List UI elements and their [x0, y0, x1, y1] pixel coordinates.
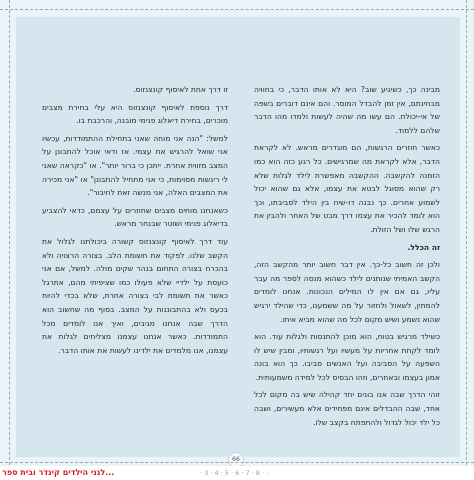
paragraph: דרך נוספת לאיסוף קונצנזוס היא עלי בחירת מצבים מוכרים, בחירת דיאלוג פנימי מובנה, והרכבת בו.: [42, 102, 228, 126]
trim-line-right: [466, 0, 467, 480]
paragraph: כשאנחנו מוחים מצבים שחוזרים על עצמם, כדאי להצביע בדיאלוג פנימי ושוטר שבנחר מראש.: [42, 205, 228, 229]
paragraph: זוהי הדרך שבה אנו בונים יחד קהילה שיש בה מקום לכל אחד, שבה ההבדלים אינם מפחידים אלא מעשירים, ושבה כל ילד יכול לגדול ולהתפתח בקצב שלו.: [254, 390, 440, 427]
page-paper: [16, 17, 460, 457]
text-column-left: [42, 83, 228, 361]
paragraph: עוד דרך לאיסוף קונצנזוס קשורה ביכולתנו לגלול את הקשב שלנו. לפקוד את תשומת הלב. בצורה הרצויה ולא בהכרח בצורה התחום בנהר שקים מולה. למשל, אם אני כועסת על ילדיי שלא פעולו כמו שציפיתי מהם, אתרגל כאשר את תשומת לבי בצורה אחרת, שלא בכדי להיות בכעס ולא בהתבוננות על המצב. בסוף מה שחשוב הוא הדרך שבה אנחנו מגיבים, ואיך אנו לומדים מכל התמודדות. כאשר אנחנו עצמנו מצליחים לגלות את עצמנו, אנו מלמדים את ילדינו לעשות את אותו הדבר.: [42, 236, 228, 355]
paragraph: מבינה כך, כשיגיע שוב? היא לא אותו הדבר, כי בחוויה מבחינתם, אין זמן להבדל המוסר. והם אינם דוברים בשפה של אי-יכולת. הם עשו מה שהיה לעשות ולמדו מהו הדבר שלהם ללמוד.: [254, 85, 440, 135]
paragraph: ולכן זה חשוב כל-כך. אין דבר חשוב יותר מהקשב הזה, הקשב האמיתי שנותנים לילד כשהוא מנסה לספר מה עבר עליו, גם אם אין לו המילים הנכונות. אנחנו לומדים להמתין, לשאול ולחזור על מה ששמענו, כדי שהילד ירגיש שהוא נשמע ושיש מקום לכל מה שהוא מביא איתו.: [254, 260, 440, 324]
bold-line: זה הכלל.: [407, 242, 440, 252]
trim-line-bottom: [0, 462, 474, 463]
text-column-right: [254, 83, 440, 433]
footer-printer-marks: · 3 · 4 · 5 · 6 · 7 · 8 · ·: [200, 469, 269, 477]
trim-line-left: [9, 0, 10, 480]
paragraph: זו דרך אחת לאיסוף קונצנזוס.: [133, 85, 228, 94]
paragraph: למשל: "הנה אני מוחה שאני בתחילת ההתמודדות, עכשיו אני שואל להרגיש את עצמי. אז ודאי אוכל להתבונן על המצב מזווית אחרת. ייתכן כי ברור יותר". או "כקראה שאני לי ריגשות מסוימות, כי אני מתחיל להתבונן" או "אני מכירה את המצבים האלה, אני מנשה זאת לחיבור".: [42, 133, 228, 198]
paragraph: כשילד מרגיש בטוח, הוא מוכן להתנסות ולגלות עוד. הוא לומד לקחת אחריות על מעשיו ועל רגשותיו, ומבין שיש לו השפעה על הסביבה ועל האנשים סביבו. כך הוא בונה אמון בעצמו ובאחרים, וזהו הבסיס לכל למידה משמעותית.: [254, 332, 440, 382]
page-number: 66: [228, 452, 244, 468]
trim-line-top: [0, 9, 474, 10]
footer-title: ...לגני הילדים קינדר ובית ספר: [2, 468, 115, 477]
paragraph: כאשר חוזרים הרגשות, הם מוגדרים מראש. לא לקראת הדבר, אלא לקראת מה שמרגישים. כל רגע כזה הוא כמו הזמנה להקשבה. ההקשבה מאפשרת לילד לגלות שלא רק שהוא מסוגל לבטא את עצמו, אלא גם שהוא יכול לשמוע אחרים. כך נבנה דו-שיח בין הילד לסביבתו, וכך הוא לומד להכיר את עצמו דרך מבט של האחר ולהבין את הרגש שלו ושל הזולת.: [254, 143, 440, 234]
